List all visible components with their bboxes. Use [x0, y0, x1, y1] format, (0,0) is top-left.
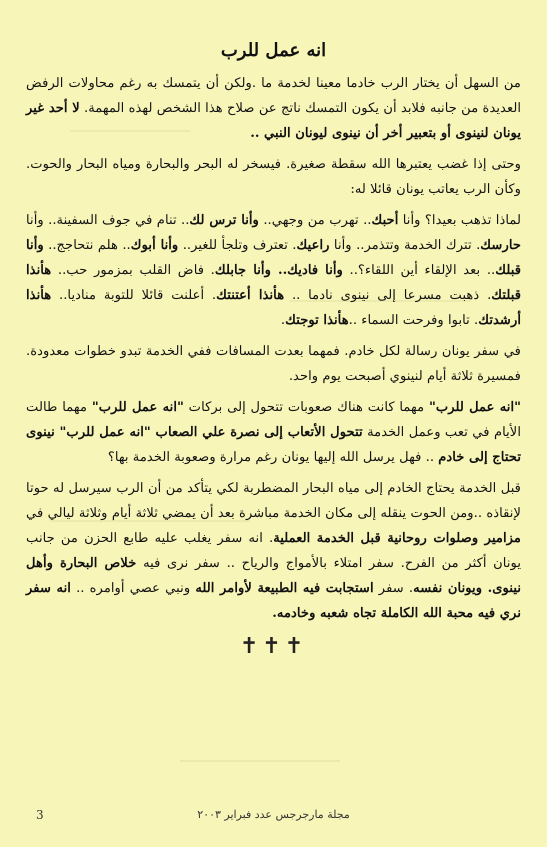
bold-text-run: خلاص البحارة وأهل نينوى. ويونان نفسه: [26, 556, 521, 596]
bold-text-run: "انه عمل للرب": [428, 400, 521, 415]
text-run: .: [280, 313, 286, 328]
paragraph: [26, 476, 521, 626]
text-run: . تابوا وفرحت السماء ..: [348, 313, 479, 328]
bold-text-run: استجابت فيه الطبيعة لأوامر الله: [195, 581, 374, 596]
text-run: . سفر: [373, 581, 414, 596]
text-run: مهما كانت هناك صعوبات تتحول إلى بركات: [183, 400, 429, 415]
paragraph: [26, 152, 521, 202]
text-run: قبل الخدمة يحتاج الخادم إلى مياه البحار المضطربة لكي يتأكد من أن الرب سيرسل له حوتا لإنقاذه ..ومن الحوت ينقله إلى مكان الخدمة مباشرة بعد أن يمضي ثلاثة أيام وثلاثة ليالي في: [26, 481, 521, 521]
bold-text-run: أحبك: [371, 213, 399, 228]
paragraph: [26, 208, 521, 333]
bold-text-run: انه سفر نري فيه محبة الله الكاملة تجاه شعبه وخادمه.: [26, 581, 521, 621]
paragraph: [26, 71, 521, 146]
text-run: .. هلم نتحاجج..: [43, 238, 131, 253]
article-body: [26, 71, 521, 626]
text-run: . تعترف وتلجأ للغير..: [178, 238, 297, 253]
text-run: . فاض القلب بمزمور حب..: [51, 263, 215, 278]
text-run: .. تهرب من وجهي..: [258, 213, 372, 228]
text-run: في سفر يونان رسالة لكل خادم. فمهما بعدت المسافات ففي الخدمة تبدو خطوات معدودة. فمسيرة ثلاثة أيام لنينوي أصبحت يوم واحد.: [26, 344, 521, 384]
bold-text-run: حارسك: [480, 238, 521, 253]
bold-text-run: وأنا ترس لك: [189, 213, 259, 228]
bold-text-run: وأنا أبوك: [130, 238, 179, 253]
page-footer: [26, 808, 521, 828]
text-run: .. فهل يرسل الله إليها يونان رغم مرارة وصعوبة الخدمة بها؟: [107, 450, 439, 465]
magazine-source: مجلة مارجرجس عدد فبراير ٢٠٠٣: [197, 808, 350, 821]
bold-text-run: وأنا قبلك: [26, 238, 521, 278]
bold-text-run: وأنا فاديك.. وأنا جابلك: [214, 263, 343, 278]
text-run: ونبي عصي أوامره ..: [70, 581, 196, 596]
text-run: .. بعد الإلقاء أين اللقاء؟..: [342, 263, 496, 278]
bold-text-run: تتحول الأتعاب إلى نصرة علي الصعاب "انه عمل للرب" نينوى تحتاج إلى خادم: [26, 425, 521, 465]
bold-text-run: راعيك: [296, 238, 330, 253]
article-title: انه عمل للرب: [220, 40, 327, 61]
paragraph: [26, 395, 521, 470]
bold-text-run: هأنذا أعتنتك: [216, 288, 285, 303]
text-run: من السهل أن يختار الرب خادما معينا لخدمة ما .ولكن أن يتمسك به رغم محاولات الرفض العديدة من جانبه فلابد أن يكون التمسك ناتج عن صلاح هذا الشخص لهذه المهمة.: [26, 76, 522, 116]
paragraph: [26, 339, 521, 389]
text-run: لماذا تذهب بعيدا؟ وأنا: [398, 213, 521, 228]
bold-text-run: هأنذا أرشدتك: [26, 288, 521, 328]
bold-text-run: مزامير وصلوات روحانية قبل الخدمة العملية: [273, 531, 521, 546]
crosses-ornament: ✝✝✝: [239, 634, 308, 659]
text-run: . ذهبت مسرعا إلى نينوى نادما ..: [284, 288, 492, 303]
text-run: وحتى إذا غضب يعتبرها الله سقطة صغيرة. فيسخر له البحر والبحارة ومياه البحار والحوت. وكأن الرب يعاتب يونان قائلا له:: [26, 157, 521, 197]
bold-text-run: "انه عمل للرب": [91, 400, 184, 415]
text-run: .. تنام في جوف السفينة.. وأنا: [26, 213, 190, 228]
text-run: . أعلنت قائلا للتوبة مناديا..: [51, 288, 217, 303]
text-run: مهما طالت الأيام في تعب وعمل الخدمة: [26, 400, 521, 440]
page-number: 3: [36, 808, 44, 822]
bold-text-run: هأنذا توجتك: [285, 313, 349, 328]
text-run: . تترك الخدمة وتتذمر.. وأنا: [329, 238, 481, 253]
text-run: . انه سفر يغلب عليه طابع الحزن من جانب يونان أكثر من الفرح. سفر امتلاء بالأمواج والرياح .. سفر نرى فيه: [26, 531, 521, 571]
bold-text-run: هأنذا قبلتك: [26, 263, 522, 303]
bold-text-run: لا أحد غير يونان لنينوى أو بتعبير أخر أن نينوى ليونان النبي ..: [26, 101, 521, 141]
